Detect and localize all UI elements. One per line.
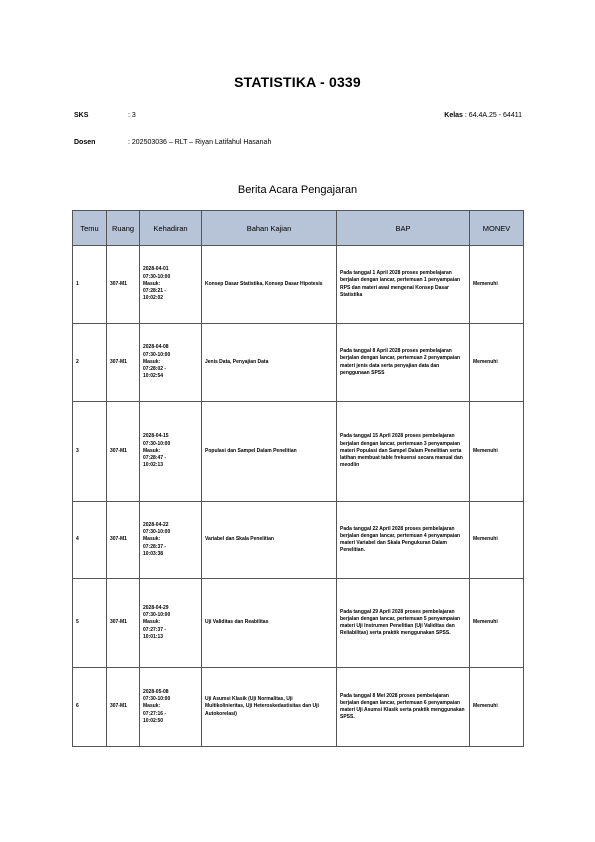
cell-ruang: 307-M1 (107, 246, 140, 324)
cell-bap: Pada tanggal 29 April 2028 proses pembelajaran berjalan dengan lancar, pertemuan 5 penyampaian materi Uji Instrumen Penelitian (Uji Validitas dan Reliabilitas) serta praktik menggunakan SPSS. (337, 579, 470, 668)
cell-temu: 3 (73, 402, 107, 502)
kehadiran-line: 2028-04-01 (143, 266, 169, 273)
cell-temu: 4 (73, 502, 107, 579)
kehadiran-line: 07:28:21 - (143, 288, 167, 295)
cell-temu: 1 (73, 246, 107, 324)
cell-kehadiran (140, 579, 202, 668)
kehadiran-line: 2028-04-15 (143, 433, 169, 440)
kehadiran-line: 07:30-10:00 (143, 351, 171, 358)
kehadiran-line: 07:30-10:00 (143, 529, 171, 536)
col-header-bahan-kajian: Bahan Kajian (202, 211, 337, 246)
kehadiran-line: 07:30-10:00 (143, 696, 171, 703)
sks-info (74, 112, 136, 119)
cell-bap: Pada tanggal 1 April 2028 proses pembelajaran berjalan dengan lancar, pertemuan 1 penyampaian RPS dan materi awal mengenai Konsep Dasar Statistika (337, 246, 470, 324)
cell-kehadiran (140, 502, 202, 579)
cell-temu: 2 (73, 324, 107, 402)
col-header-bap: BAP (337, 211, 470, 246)
cell-bap: Pada tanggal 15 April 2028 proses pembelajaran berjalan dengan lancar, pertemuan 3 penyampaian materi Populasi dan Sampel Dalam Penelitian serta latihan membuat table frekuensi secara manual dan meodlin (337, 402, 470, 502)
kehadiran-line: 07:30-10:00 (143, 612, 171, 619)
kehadiran-line: 10:02:13 (143, 462, 164, 469)
kelas-label: Kelas (444, 112, 463, 119)
sks-value: : 3 (128, 112, 136, 119)
cell-monev: Memenuhi (470, 668, 524, 747)
cell-kehadiran (140, 402, 202, 502)
kehadiran-line: 10:02:50 (143, 717, 164, 724)
kehadiran-line: Masuk: (143, 280, 161, 287)
table-row (73, 324, 524, 402)
table-row (73, 402, 524, 502)
dosen-label: Dosen (74, 139, 96, 146)
kehadiran-line: 07:30-10:00 (143, 273, 171, 280)
kelas-info (444, 112, 522, 119)
cell-temu: 5 (73, 579, 107, 668)
col-header-ruang: Ruang (107, 211, 140, 246)
cell-monev: Memenuhi (470, 502, 524, 579)
course-title: STATISTIKA - 0339 (234, 74, 361, 90)
cell-kehadiran (140, 246, 202, 324)
cell-bahan-kajian: Populasi dan Sampel Dalam Penelitian (202, 402, 337, 502)
cell-kehadiran (140, 324, 202, 402)
kehadiran-line: Masuk: (143, 703, 161, 710)
cell-bahan-kajian: Konsep Dasar Statistika, Konsep Dasar Hipotesis (202, 246, 337, 324)
kehadiran-line: 10:01:13 (143, 633, 164, 640)
kehadiran-line: 07:27:16 - (143, 710, 167, 717)
sks-label: SKS (74, 112, 89, 119)
table-header-row (73, 211, 524, 246)
table-row (73, 668, 524, 747)
kehadiran-line: 2028-04-29 (143, 604, 169, 611)
col-header-temu: Temu (73, 211, 107, 246)
cell-bahan-kajian: Jenis Data, Penyajian Data (202, 324, 337, 402)
bap-table (72, 210, 524, 747)
kehadiran-line: Masuk: (143, 536, 161, 543)
cell-monev: Memenuhi (470, 246, 524, 324)
col-header-monev: MONEV (470, 211, 524, 246)
cell-monev: Memenuhi (470, 402, 524, 502)
kehadiran-line: 07:27:37 - (143, 626, 167, 633)
dosen-info (74, 139, 271, 146)
kehadiran-line: 07:30-10:00 (143, 440, 171, 447)
table-row (73, 246, 524, 324)
table-row (73, 502, 524, 579)
dosen-value: : 202503036 – RLT – Riyan Latifahul Hasanah (128, 139, 272, 146)
cell-ruang: 307-M1 (107, 579, 140, 668)
cell-bahan-kajian: Uji Validitas dan Reabilitas (202, 579, 337, 668)
cell-bap: Pada tanggal 22 April 2028 proses pembelajaran berjalan dengan lancar, pertemuan 4 penyampaian materi Variabel dan Skala Pengukuran Dalam Penelitian. (337, 502, 470, 579)
kelas-value: : 64.4A.25 - 64411 (464, 112, 522, 119)
cell-ruang: 307-M1 (107, 324, 140, 402)
kehadiran-line: 10:02:02 (143, 295, 164, 302)
cell-bahan-kajian: Uji Asumsi Klasik (Uji Normalitas, Uji Multikolinieritas, Uji Heteroskedastisitas dan Uji Autokorelasi) (202, 668, 337, 747)
cell-bap: Pada tanggal 8 Mei 2028 proses pembelajaran berjalan dengan lancar, pertemuan 6 penyampaian materi Uji Asumsi Klasik serta praktik menggunakan SPSS. (337, 668, 470, 747)
col-header-kehadiran: Kehadiran (140, 211, 202, 246)
kehadiran-line: 2028-04-08 (143, 344, 169, 351)
kehadiran-line: 10:02:54 (143, 373, 164, 380)
cell-monev: Memenuhi (470, 579, 524, 668)
kehadiran-line: 2028-05-08 (143, 688, 169, 695)
cell-bap: Pada tanggal 8 April 2028 proses pembelajaran berjalan dengan lancar, pertemuan 2 penyampaian materi jenis data serta penyajian data dan penggunaan SPSS (337, 324, 470, 402)
cell-temu: 6 (73, 668, 107, 747)
cell-kehadiran (140, 668, 202, 747)
kehadiran-line: 07:28:47 - (143, 455, 167, 462)
cell-ruang: 307-M1 (107, 668, 140, 747)
kehadiran-line: Masuk: (143, 447, 161, 454)
cell-monev: Memenuhi (470, 324, 524, 402)
section-title: Berita Acara Pengajaran (237, 184, 358, 196)
kehadiran-line: 10:03:38 (143, 550, 164, 557)
kehadiran-line: Masuk: (143, 358, 161, 365)
kehadiran-line: 07:28:02 - (143, 366, 167, 373)
kehadiran-line: 07:28:37 - (143, 543, 167, 550)
cell-bahan-kajian: Variabel dan Skala Penelitian (202, 502, 337, 579)
cell-ruang: 307-M1 (107, 502, 140, 579)
kehadiran-line: 2028-04-22 (143, 521, 169, 528)
cell-ruang: 307-M1 (107, 402, 140, 502)
kehadiran-line: Masuk: (143, 619, 161, 626)
table-row (73, 579, 524, 668)
